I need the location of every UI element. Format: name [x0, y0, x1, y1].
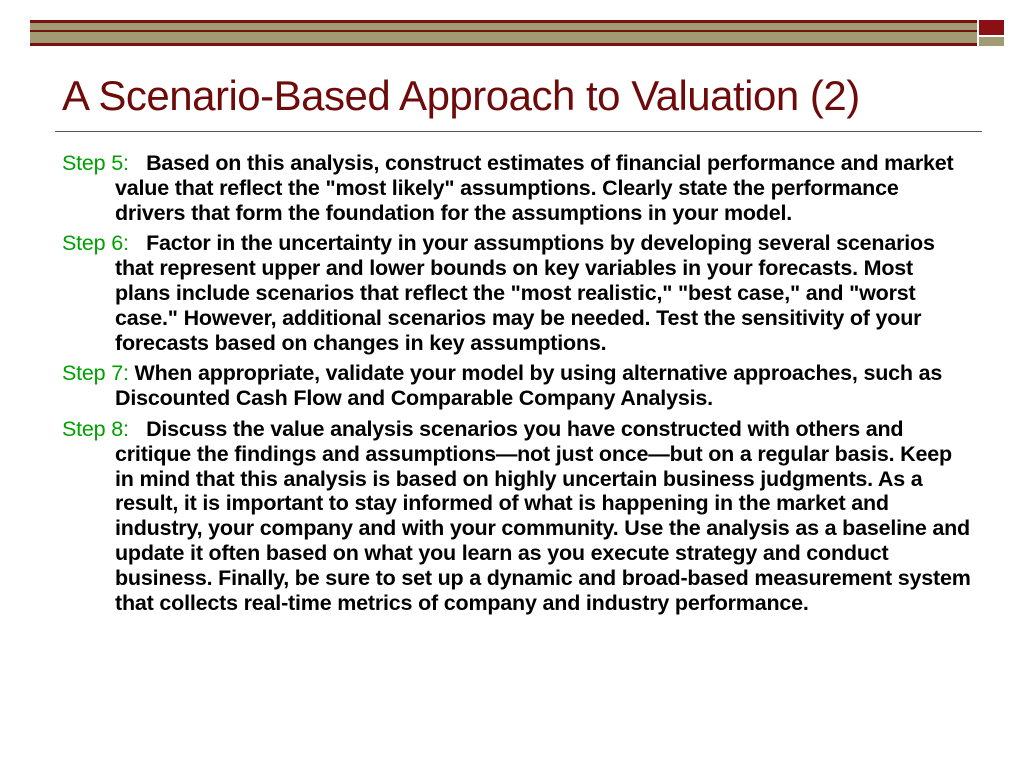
- header-decor-square: [979, 20, 1004, 35]
- step-6-text: Factor in the uncertainty in your assumptions by developing several scenarios that represent upper and lower bounds on key variables in your forecasts. Most plans include scenarios that reflect the "most realistic," "best case," and "worst case." However, additional scenarios may be needed. Test the sensitivity of your forecasts based on changes in key assumptions.: [115, 231, 935, 355]
- slide-title: A Scenario-Based Approach to Valuation (2): [62, 72, 860, 119]
- header-decor-bar: [30, 20, 977, 46]
- slide-body: [62, 151, 972, 621]
- step-5-item: [62, 151, 972, 225]
- step-8-item: [62, 417, 972, 615]
- step-7-text: When appropriate, validate your model by using alternative approaches, such as Discounted Cash Flow and Comparable Company Analysis.: [115, 361, 943, 411]
- step-8-text: Discuss the value analysis scenarios you have constructed with others and critique the findings and assumptions—not just once—but on a regular basis. Keep in mind that this analysis is based on highly uncertain business judgments. As a result, it is important to stay informed of what is happening in the market and industry, your company and with your community. Use the analysis as a baseline and update it often based on what you learn as you execute strategy and conduct business. Finally, be sure to set up a dynamic and broad-based measurement system that collects real-time metrics of company and industry performance.: [115, 416, 971, 615]
- step-5-label: Step 5:: [62, 151, 129, 175]
- step-8-label: Step 8:: [62, 416, 129, 441]
- step-7-item: [62, 361, 972, 411]
- step-7-label: Step 7:: [62, 361, 129, 386]
- step-6-item: [62, 231, 972, 355]
- step-6-label: Step 6:: [62, 231, 129, 256]
- step-5-text: Based on this analysis, construct estimates of financial performance and market value that reflect the "most likely" assumptions. Clearly state the performance drivers that form the foundation for the assumptions in your model.: [115, 151, 954, 225]
- title-divider: [55, 131, 982, 132]
- header-decor-square-lower: [979, 37, 1004, 46]
